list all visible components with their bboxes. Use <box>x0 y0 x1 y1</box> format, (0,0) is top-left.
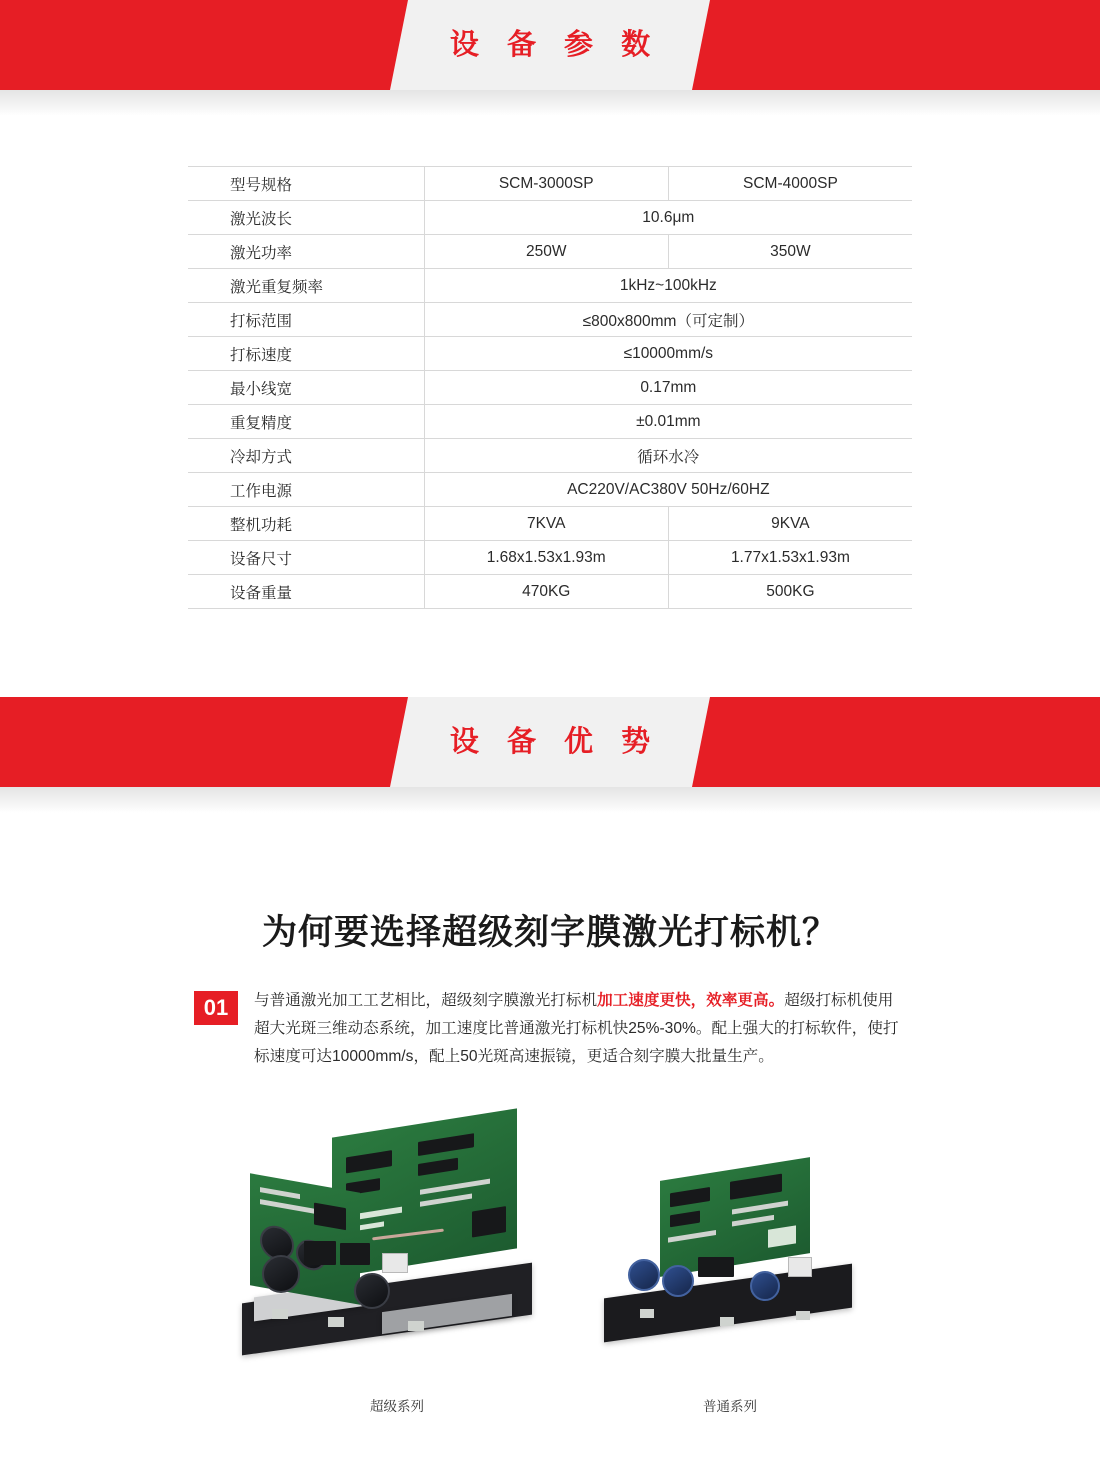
board-smd <box>420 1179 490 1195</box>
board-screw <box>272 1309 288 1319</box>
board-smd <box>732 1201 788 1215</box>
spec-label: 打标速度 <box>188 337 424 371</box>
spec-value: 1.68x1.53x1.93m <box>424 541 668 575</box>
board-white-connector <box>788 1257 812 1277</box>
spec-value: 9KVA <box>668 507 912 541</box>
spec-label: 打标范围 <box>188 303 424 337</box>
board-chip <box>346 1150 392 1173</box>
spec-value: 470KG <box>424 575 668 609</box>
banner-gradient-fade-2 <box>0 787 1100 813</box>
board-chip <box>670 1187 710 1207</box>
board-connector-black <box>340 1243 370 1265</box>
spec-label: 设备重量 <box>188 575 424 609</box>
spec-value: ≤10000mm/s <box>424 337 912 371</box>
board-smd <box>732 1215 774 1227</box>
spec-table-wrapper <box>0 116 1100 609</box>
spec-value: 7KVA <box>424 507 668 541</box>
board-capacitor-large <box>262 1255 300 1293</box>
spec-value: AC220V/AC380V 50Hz/60HZ <box>424 473 912 507</box>
board-screw <box>640 1309 654 1318</box>
spec-label: 重复精度 <box>188 405 424 439</box>
spec-label: 冷却方式 <box>188 439 424 473</box>
table-row <box>188 269 912 303</box>
board-chip-main <box>730 1174 782 1200</box>
board-chip <box>418 1133 474 1156</box>
table-row <box>188 235 912 269</box>
spec-value: 10.6μm <box>424 201 912 235</box>
spec-table <box>188 166 912 609</box>
spec-value: 500KG <box>668 575 912 609</box>
board-connector-black <box>304 1241 336 1265</box>
board-label <box>768 1225 796 1247</box>
spec-label: 工作电源 <box>188 473 424 507</box>
spacer <box>0 609 1100 697</box>
table-row <box>188 303 912 337</box>
board-chip <box>670 1211 700 1228</box>
advantage-section <box>0 905 1100 1413</box>
spec-label: 整机功耗 <box>188 507 424 541</box>
board-smd <box>668 1230 716 1243</box>
spec-value: 250W <box>424 235 668 269</box>
advantage-item <box>194 987 906 1071</box>
board-capacitor-blue <box>628 1259 660 1291</box>
advantage-section-banner <box>0 697 1100 787</box>
table-row <box>188 575 912 609</box>
spec-value: SCM-4000SP <box>668 167 912 201</box>
table-row <box>188 541 912 575</box>
board-image-super <box>232 1113 562 1378</box>
board-caption-standard: 普通系列 <box>703 1399 757 1414</box>
banner-gradient-fade <box>0 90 1100 116</box>
board-chip <box>472 1206 506 1237</box>
board-capacitor-blue <box>662 1265 694 1297</box>
board-chip <box>314 1203 346 1231</box>
advantage-item-number: 01 <box>194 991 238 1025</box>
spec-value: 循环水冷 <box>424 439 912 473</box>
table-row <box>188 371 912 405</box>
table-row <box>188 337 912 371</box>
spec-value: SCM-3000SP <box>424 167 668 201</box>
table-row <box>188 167 912 201</box>
table-row <box>188 201 912 235</box>
board-image-standard <box>600 1161 860 1377</box>
table-row <box>188 439 912 473</box>
table-row <box>188 507 912 541</box>
spec-value: 0.17mm <box>424 371 912 405</box>
board-smd <box>260 1187 300 1199</box>
advantage-heading: 为何要选择超级刻字膜激光打标机？ <box>261 913 838 952</box>
board-screw <box>720 1317 734 1326</box>
spec-value: ±0.01mm <box>424 405 912 439</box>
board-smd <box>420 1193 472 1206</box>
spec-label: 型号规格 <box>188 167 424 201</box>
spec-label: 激光重复频率 <box>188 269 424 303</box>
table-row <box>188 405 912 439</box>
advantage-item-text <box>254 987 906 1071</box>
advantage-text-emphasis: 加工速度更快，效率更高。 <box>597 992 785 1009</box>
board-screw <box>408 1321 424 1331</box>
board-capacitor-large <box>354 1273 390 1309</box>
advantage-text-plain: 与普通激光加工工艺相比，超级刻字膜激光打标机 <box>254 992 598 1009</box>
board-screw <box>796 1311 810 1320</box>
board-smd <box>260 1199 316 1214</box>
board-chip <box>698 1257 734 1277</box>
board-caption-super: 超级系列 <box>370 1399 424 1414</box>
board-capacitor-blue <box>750 1271 780 1301</box>
spec-section-banner <box>0 0 1100 90</box>
advantage-text-rest: 超级打标机使用超大光斑三维动态系统，加工速度比普通激光打标机快25%-30%。配上强大的打标软件，使打标速度可达10000mm/s，配上50光斑高速振镜，更适合刻字膜大批量生产。 <box>254 992 899 1065</box>
spec-banner-title: 设 备 参 数 <box>449 29 661 61</box>
advantage-banner-title: 设 备 优 势 <box>449 726 661 758</box>
spec-value: 350W <box>668 235 912 269</box>
spec-label: 激光波长 <box>188 201 424 235</box>
spec-table-body <box>188 167 912 609</box>
spec-label: 最小线宽 <box>188 371 424 405</box>
spec-label: 激光功率 <box>188 235 424 269</box>
product-images <box>0 1113 1100 1413</box>
spec-value: 1kHz~100kHz <box>424 269 912 303</box>
spec-label: 设备尺寸 <box>188 541 424 575</box>
board-white-connector <box>382 1253 408 1273</box>
board-chip <box>418 1158 458 1176</box>
table-row <box>188 473 912 507</box>
board-screw <box>328 1317 344 1327</box>
spec-value: 1.77x1.53x1.93m <box>668 541 912 575</box>
spec-value: ≤800x800mm（可定制） <box>424 303 912 337</box>
